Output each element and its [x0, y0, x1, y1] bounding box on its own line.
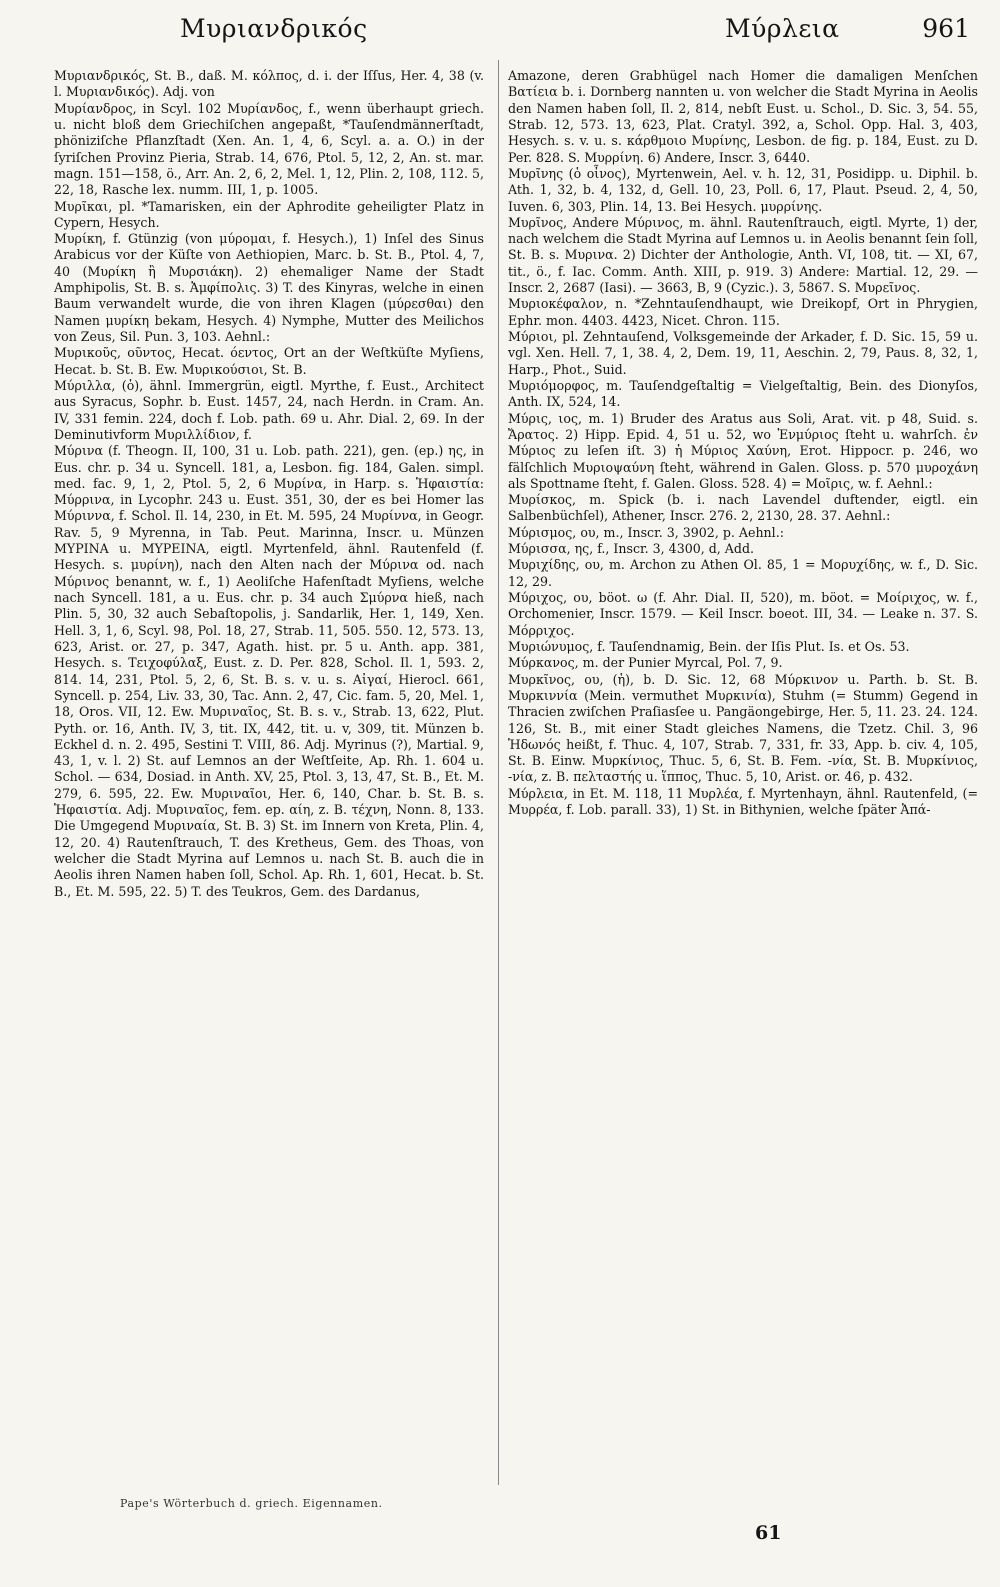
entry-myrina-continued: Amazone, deren Grabhügel nach Homer die damaligen Menſchen Βατίεια b. i. Dornberg nannten u. von welcher die Stadt Myrina in Aeolis den Namen haben ſoll, Il. 2, 814, nebſt Eust. u. Schol., D. Sic. 3, 54. 55, Strab. 12, 573. 13, 623, Plat. Cratyl. 392, a, Schol. Opp. Hal. 3, 403, Hesych. s. v. u. s. κάρθμοιο Μυρίνης, Lesbon. de fig. p. 184, Eust. zu D. Per. 828. S. Μυρρίνη. 6) Andere, Inscr. 3, 6440.	[508, 68, 978, 165]
entry-myrichides: Μυριχίδης, ου, m. Archon zu Athen Ol. 85, 1 = Μορυχίδης, w. f., D. Sic. 12, 29.	[508, 557, 978, 589]
entry-myrissa: Μύρισσα, ης, f., Inscr. 3, 4300, d, Add.	[508, 541, 755, 557]
entry-myrikous: Μυρικοῦς, οῦντος, Hecat. όεντος, Ort an der Weſtküſte Myſiens, Hecat. b. St. B. Ew. Μυρικούσιοι, St. B.	[54, 345, 484, 377]
right-running-head: Μύρλεια	[725, 14, 840, 43]
entry-myrinos: Μυρῖνος, Andere Μύρινος, m. ähnl. Rautenſtrauch, eigtl. Myrte, 1) der, nach welchem die Stadt Myrina auf Lemnos u. in Aeolis benannt ſein ſoll, St. B. s. Μυρινα. 2) Dichter der Anthologie, Anth. VI, 108, tit. — XI, 67, tit., ö., f. Iac. Comm. Anth. XIII, p. 919. 3) Andere: Martial. 12, 29. — Inscr. 2, 2687 (Iasi). — 3663, B, 9 (Cyzic.). 3, 5867. S. Μυρεῖνος.	[508, 214, 978, 296]
entry-myriandros: Μυρίανδρος, in Scyl. 102 Μυρίανδος, f., wenn überhaupt griech. u. nicht bloß dem Griechiſchen angepaßt, *Tauſendmännerſtadt, phöniziſche Pflanzſtadt (Xen. An. 1, 4, 6, Scyl. a. a. O.) in der ſyriſchen Provinz Pieria, Strab. 14, 676, Ptol. 5, 12, 2, An. st. mar. magn. 151—158, ö., Arr. An. 2, 6, 2, Mel. 1, 12, Plin. 2, 108, 112. 5, 22, 18, Rasche lex. numm. III, 1, p. 1005.	[54, 100, 484, 198]
entry-myrilla: Μύριλλα, (ὁ), ähnl. Immergrün, eigtl. Myrthe, f. Eust., Architect aus Syracus, Sophr. b. Eust. 1457, 24, nach Herdn. in Cram. An. IV, 331 femin. 224, doch f. Lob. path. 69 u. Ahr. Dial. 2, 69. In der Deminutivform Μυριλλίδιον, f.	[54, 377, 484, 442]
right-column	[508, 68, 978, 818]
signature-mark: 61	[755, 1522, 782, 1544]
running-header	[40, 14, 970, 54]
entry-myriokephalon: Μυριοκέφαλον, n. *Zehntauſendhaupt, wie Dreikopf, Ort in Phrygien, Ephr. mon. 4403. 4423, Nicet. Chron. 115.	[508, 296, 978, 328]
entry-myrleia: Μύρλεια, in Et. M. 118, 11 Μυρλέα, f. Myrtenhayn, ähnl. Rautenfeld, (= Μυρρέα, f. Lob. parall. 33), 1) St. in Bithynien, welche ſpäter Ἀπά-	[508, 785, 978, 818]
entry-myriomorphos: Μυριόμορφος, m. Tauſendgeſtaltig = Vielgeſtaltig, Bein. des Dionyſos, Anth. IX, 524, 14.	[508, 377, 978, 410]
entry-myrkinos: Μυρκῖνος, ου, (ἡ), b. D. Sic. 12, 68 Μύρκινον u. Parth. b. St. B. Μυρκιννία (Mein. vermuthet Μυρκινία), Stuhm (= Stumm) Gegend in Thracien zwiſchen Praſiasſee u. Pangäongebirge, Her. 5, 11. 23. 24. 124. 126, St. B., mit einer Stadt gleiches Namens, die Tzetz. Chil. 3, 96 Ἠδωνός heißt, f. Thuc. 4, 107, Strab. 7, 331, fr. 33, App. b. civ. 4, 105, St. B. Einw. Μυρκίνιος, Thuc. 5, 6, St. B. Fem. -νία, St. B. Μυρκίνιος, -νία, z. B. πελταστής u. ἵππος, Thuc. 5, 10, Arist. or. 46, p. 432.	[508, 671, 978, 785]
entry-myrionymos: Μυριώνυμος, f. Tauſendnamig, Bein. der Iſis Plut. Is. et Os. 53.	[508, 638, 910, 654]
left-column	[54, 68, 484, 900]
entry-myrkanos: Μύρκανος, m. der Punier Myrcal, Pol. 7, 9.	[508, 655, 783, 671]
entry-myriandrikos: Μυριανδρικός, St. B., daß. M. κόλπος, d. i. der Iſſus, Her. 4, 38 (v. l. Μυριανδικός). Adj. von	[54, 68, 484, 100]
publisher-line: Pape's Wörterbuch d. griech. Eigennamen.	[120, 1497, 383, 1510]
entry-myrioi: Μύριοι, pl. Zehntauſend, Volksgemeinde der Arkader, f. D. Sic. 15, 59 u. vgl. Xen. Hell. 7, 1, 38. 4, 2, Dem. 19, 11, Aeschin. 2, 79, Paus. 8, 32, 1, Harp., Phot., Suid.	[508, 329, 978, 377]
entry-myrismos: Μύρισμος, ου, m., Inscr. 3, 3902, p. Aehnl.:	[508, 524, 784, 540]
entry-myrike: Μυρίκη, f. Gtünzig (von μύρομαι, f. Hesych.), 1) Inſel des Sinus Arabicus vor der Küſte von Aethiopien, Marc. b. St. B., Ptol. 4, 7, 40 (Μυρίκη ἢ Μυρσιάκη). 2) ehemaliger Name der Stadt Amphipolis, St. B. s. Ἀμφίπολις. 3) T. des Kinyras, welche in einen Baum verwandelt wurde, die von ihren Klagen (μύρεσθαι) den Namen μυρίκη bekam, Hesych. 4) Nymphe, Mutter des Meilichos von Zeus, Sil. Pun. 3, 103. Aehnl.:	[54, 231, 484, 344]
entry-myris: Μύρις, ιος, m. 1) Bruder des Aratus aus Soli, Arat. vit. p 48, Suid. s. Ἄρατος. 2) Hipp. Epid. 4, 51 u. 52, wo Ἐνμύριος ſteht u. wahrſch. ἐν Μύριος zu leſen iſt. 3) ἡ Μύριος Χαύνη, Erot. Hippocr. p. 246, wo fälſchlich Μυριοψαύνη ſteht, während in Galen. Gloss. p. 570 μυροχάνη als Spottname ſteht, f. Galen. Gloss. 528. 4) = Μοῖρις, w. f. Aehnl.:	[508, 410, 978, 491]
entry-myrines: Μυρῖνης (ὁ οἶνος), Myrtenwein, Ael. v. h. 12, 31, Posidipp. u. Diphil. b. Ath. 1, 32, b. 4, 132, d, Gell. 10, 23, Poll. 6, 17, Plaut. Pseud. 2, 4, 50, Iuven. 6, 303, Plin. 14, 13. Bei Hesych. μυρρίνης.	[508, 165, 978, 214]
entry-myriskos: Μυρίσκος, m. Spick (b. i. nach Lavendel duftender, eigtl. ein Salbenbüchſel), Athener, Inscr. 276. 2, 2130, 28. 37. Aehnl.:	[508, 492, 978, 524]
entry-myrichos: Μύριχος, ου, böot. ω (f. Ahr. Dial. II, 520), m. böot. = Μοίριχος, w. f., Orchomenier, Inscr. 1579. — Keil Inscr. boeot. III, 34. — Leake n. 37. S. Μόρριχος.	[508, 590, 978, 638]
left-running-head: Μυριανδρικός	[180, 14, 368, 43]
column-divider	[498, 60, 499, 1485]
entry-myrikai: Μυρῖκαι, pl. *Tamarisken, ein der Aphrodite geheiligter Platz in Cypern, Hesych.	[54, 198, 484, 230]
entry-myrina: Μύρινα (f. Theogn. II, 100, 31 u. Lob. path. 221), gen. (ep.) ης, in Eus. chr. p. 34 u. Syncell. 181, a, Lesbon. fig. 184, Galen. simpl. med. fac. 9, 1, 2, Ptol. 5, 2, 6 Μυρίνα, in Harp. s. Ἡφαιστία: Μύρρινα, in Lycophr. 243 u. Eust. 351, 30, der es bei Homer las Μύριννα, f. Schol. Il. 14, 230, in Et. M. 595, 24 Μυρίννα, in Geogr. Rav. 5, 9 Myrenna, in Tab. Peut. Marinna, Inscr. u. Münzen ΜΥΡΙΝΑ u. ΜΥΡΕΙΝΑ, eigtl. Myrtenfeld, ähnl. Rautenfeld (f. Hesych. s. μυρίνη), nach den Alten nach der Μύρινα od. nach Μύρινος benannt, w. f., 1) Aeoliſche Hafenſtadt Myſiens, welche nach Syncell. 181, a u. Eus. chr. p. 34 auch Σμύρνα hieß, nach Plin. 5, 30, 32 auch Sebaſtopolis, j. Sandarlik, Her. 1, 149, Xen. Hell. 3, 1, 6, Scyl. 98, Pol. 18, 27, Strab. 11, 505. 550. 12, 573. 13, 623, Arist. or. 27, p. 347, Agath. hist. pr. 5 u. Anth. app. 381, Hesych. s. Τειχοφύλαξ, Eust. z. D. Per. 828, Schol. Il. 1, 593. 2, 814. 14, 231, Ptol. 5, 2, 6, St. B. s. v. u. s. Αἰγαί, Hierocl. 661, Syncell. p. 254, Liv. 33, 30, Tac. Ann. 2, 47, Cic. fam. 5, 20, Mel. 1, 18, Oros. VII, 12. Ew. Μυριναῖος, St. B. s. v., Strab. 13, 622, Plut. Pyth. or. 16, Anth. IV, 3, tit. IX, 442, tit. u. v, 309, tit. Münzen b. Eckhel d. n. 2. 495, Sestini T. VIII, 86. Adj. Myrinus (?), Martial. 9, 43, 1, v. l. 2) St. auf Lemnos an der Weſtſeite, Ap. Rh. 1. 604 u. Schol. — 634, Dosiad. in Anth. XV, 25, Ptol. 3, 13, 47, St. B., Et. M. 279, 6. 595, 22. Ew. Μυριναῖοι, Her. 6, 140, Char. b. St. B. s. Ἡφαιστία. Adj. Μυριναῖος, fem. ep. αίη, z. B. τέχνη, Nonn. 8, 133. Die Umgegend Μυριναία, St. B. 3) St. im Innern von Kreta, Plin. 4, 12, 20. 4) Rautenſtrauch, T. des Kretheus, Gem. des Thoas, von welcher die Stadt Myrina auf Lemnos u. nach St. B. auch die in Aeolis ihren Namen haben ſoll, Schol. Ap. Rh. 1, 601, Hecat. b. St. B., Et. M. 595, 22. 5) T. des Teukros, Gem. des Dardanus,	[54, 443, 484, 899]
page-number: 961	[922, 14, 970, 43]
